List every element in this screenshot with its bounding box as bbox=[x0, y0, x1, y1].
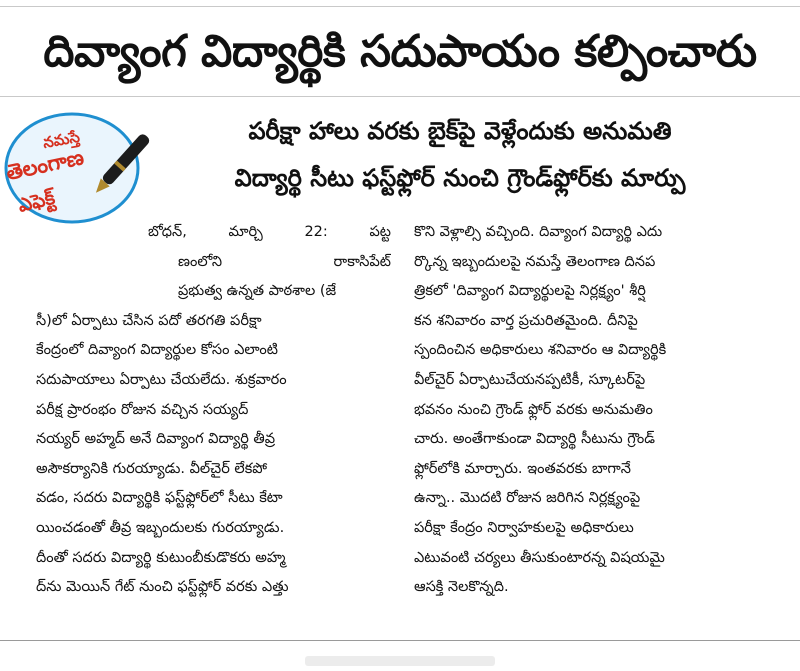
column-1-line: ణంలోని రాకాసిపేట్ bbox=[178, 253, 391, 270]
column-1-line: అసౌకర్యానికి గురయ్యాడు. వీల్‌చైర్ లేకపో bbox=[36, 460, 268, 477]
logo-line-1: నమస్తే bbox=[41, 127, 82, 152]
column-1-line: ద్‌ను మెయిన్ గేట్ నుంచి ఫస్ట్‌ఫ్లోర్ వరకు ఎత్తు bbox=[36, 579, 289, 596]
column-1-line: కేంద్రంలో దివ్యాంగ విద్యార్థుల కోసం ఎలాంటి bbox=[36, 342, 278, 359]
column-2-line: పరీక్షా కేంద్రం నిర్వాహకులపై అధికారులు bbox=[414, 519, 634, 536]
column-2-line: ఆసక్తి నెలకొన్నది. bbox=[414, 579, 509, 596]
column-1-line: నయ్యర్ అహ్మద్ అనే దివ్యాంగ విద్యార్థి తీవ్ర bbox=[36, 431, 276, 448]
top-rule bbox=[0, 6, 800, 7]
article-column-2 bbox=[414, 218, 769, 603]
column-1-line: సీ)లో ఏర్పాటు చేసిన పదో తరగతి పరీక్షా bbox=[36, 312, 262, 329]
column-2-line: కన శనివారం వార్త ప్రచురితమైంది. దీనిపై bbox=[414, 312, 638, 329]
column-1-line: బోధన్, మార్చి 22: పట్ట bbox=[148, 224, 391, 240]
column-2-line: ఉన్నా.. మొదటి రోజున జరిగిన నిర్లక్ష్యంపై bbox=[414, 490, 641, 507]
column-1-line: ప్రభుత్వ ఉన్నత పాఠశాల (జే bbox=[178, 283, 337, 300]
column-1-line: యించడంతో తీవ్ర ఇబ్బందులకు గురయ్యాడు. bbox=[36, 519, 285, 536]
subheadline-2: విద్యార్థి సీటు ఫస్ట్‌ఫ్లోర్ నుంచి గ్రౌండ్‌ఫ్లోర్‌కు మార్పు bbox=[234, 164, 686, 192]
column-2-line: ర్కొన్న ఇబ్బందులపై నమస్తే తెలంగాణ దినప bbox=[414, 253, 656, 270]
column-2-line: భవనం నుంచి గ్రౌండ్ ఫ్లోర్ వరకు అనుమతిం bbox=[414, 401, 653, 418]
logo-line-2: తెలంగాణ bbox=[4, 145, 86, 185]
column-1-line: పరీక్ష ప్రారంభం రోజున వచ్చిన సయ్యద్ bbox=[36, 401, 249, 418]
subheadline-1: పరీక్షా హాలు వరకు బైక్‌పై వెళ్లేందుకు అనుమతి bbox=[248, 117, 672, 145]
column-1-line: సదుపాయాలు ఏర్పాటు చేయలేదు. శుక్రవారం bbox=[36, 371, 287, 388]
logo-line-3: ఎఫెక్ట్ bbox=[15, 186, 58, 217]
headline-rule bbox=[0, 96, 800, 97]
column-2-line: చారు. అంతేగాకుండా విద్యార్థి సీటును గ్రౌండ్ bbox=[414, 431, 655, 448]
column-2-line: వీల్‌చైర్ ఏర్పాటుచేయనప్పటికీ, స్కూటర్‌పై bbox=[414, 371, 646, 388]
namaste-telangana-effect-logo bbox=[2, 108, 172, 228]
column-1-line: దీంతో సదరు విద్యార్థి కుటుంబీకుడొకరు అహ్మ bbox=[36, 549, 286, 566]
logo-graphic bbox=[2, 108, 172, 228]
column-2-line: త్రికలో 'దివ్యాంగ విద్యార్థులపై నిర్లక్ష్యం' శీర్షి bbox=[414, 283, 646, 300]
column-2-line: కొని వెళ్లాల్సి వచ్చింది. దివ్యాంగ విద్యార్థి ఎదు bbox=[414, 224, 663, 240]
headline: దివ్యాంగ విద్యార్థికి సదుపాయం కల్పించారు bbox=[43, 26, 757, 77]
column-2-line: స్పందించిన అధికారులు శనివారం ఆ విద్యార్థికి bbox=[414, 342, 667, 359]
column-2-line: ఎటువంటి చర్యలు తీసుకుంటారన్న విషయమై bbox=[414, 549, 665, 566]
footer-rule bbox=[0, 640, 800, 641]
column-2-line: ఫ్లోర్‌లోకి మార్చారు. ఇంతవరకు బాగానే bbox=[414, 460, 631, 477]
column-1-line: వడం, సదరు విద్యార్థికి ఫస్ట్‌ఫ్లోర్‌లో సీటు కేటా bbox=[36, 490, 283, 507]
article-column-1 bbox=[36, 218, 391, 603]
next-article-strip bbox=[305, 656, 495, 666]
